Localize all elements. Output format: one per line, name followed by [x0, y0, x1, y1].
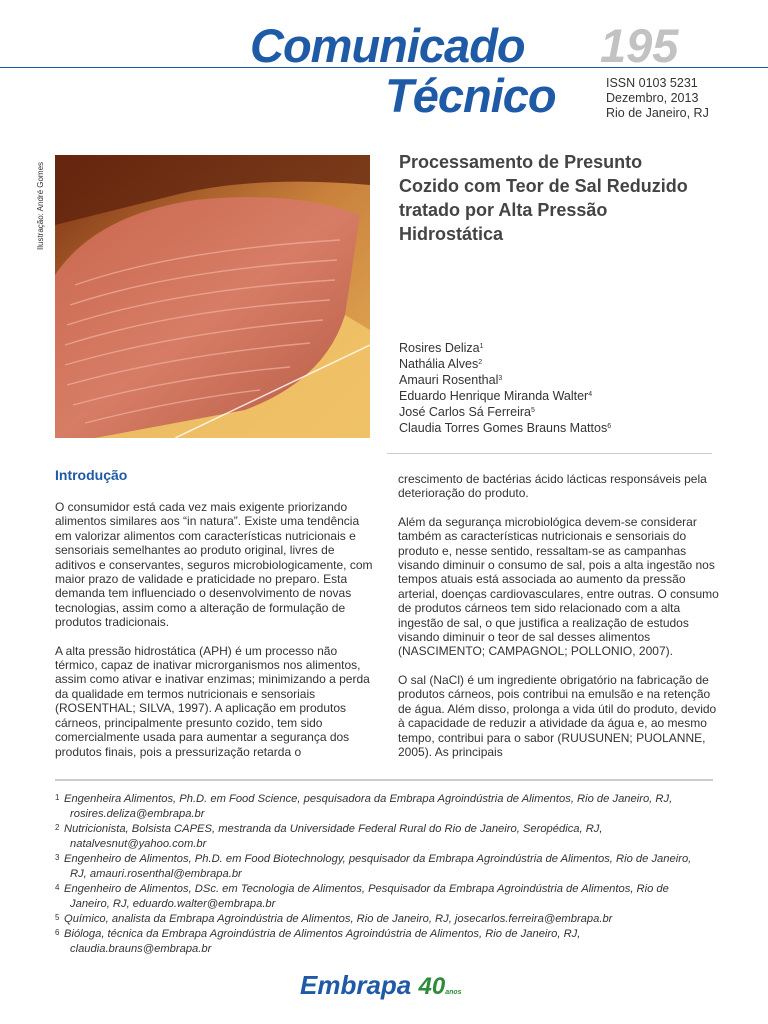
- publication-title-line1: Comunicado: [250, 19, 525, 72]
- body-column-right: [398, 472, 723, 773]
- body-paragraph: crescimento de bactérias ácido lácticas responsáveis pela deterioração do produto.: [398, 472, 707, 501]
- photo-credit: Ilustração: André Gomes: [36, 161, 45, 250]
- footnote-divider: [55, 779, 713, 781]
- footnote-text: Nutricionista, Bolsista CAPES, mestranda da Universidade Federal Rural do Rio de Janeiro, Seropédica, RJ,: [64, 823, 603, 835]
- author-footnote-mark: 4: [588, 391, 593, 398]
- author-name: Eduardo Henrique Miranda Walter: [399, 389, 589, 403]
- author: [399, 388, 611, 404]
- body-paragraph: O consumidor está cada vez mais exigente priorizando alimentos similares aos “in natura”. Existe uma tendência em valorizar alimentos com características nutricionais e sensoriais semelhantes ao produto original, livres de aditivos e conservantes, seguros microbiologicamente, com maior prazo de validade e praticidade no preparo. Esta demanda tem influenciado o desenvolvimento de novas tecnologias, assim como a alteração de formulação de produtos tradicionais.: [55, 500, 373, 630]
- author-footnote-mark: 2: [478, 359, 483, 366]
- footnote: [55, 912, 725, 927]
- issn: ISSN 0103 5231: [606, 76, 698, 90]
- author: [399, 356, 611, 372]
- footnote-text-continued: Janeiro, RJ, eduardo.walter@embrapa.br: [70, 898, 276, 910]
- footnote-text-continued: rosires.deliza@embrapa.br: [70, 808, 205, 820]
- logo-anniversary-suffix: anos: [445, 989, 462, 996]
- footnote-text: Engenheiro de Alimentos, DSc. em Tecnologia de Alimentos, Pesquisador da Embrapa Agroindústria de Alimentos, Rio de: [64, 883, 669, 895]
- publication-title-line2: Técnico: [385, 69, 556, 122]
- footnote: [55, 792, 725, 822]
- footnote-text: Engenheiro de Alimentos, Ph.D. em Food Biotechnology, pesquisador da Embrapa Agroindústria de Alimentos, Rio de Janeiro,: [64, 853, 692, 865]
- body-paragraph: A alta pressão hidrostática (APH) é um processo não térmico, capaz de inativar microrganismos nos alimentos, assim como ativar e inativar enzimas; minimizando a perda da qualidade em termos nutricionais e sensoriais (ROSENTHAL; SILVA, 1997). A aplicação em produtos cárneos, principalmente presunto cozido, tem sido comercialmente usada para aumentar a segurança dos produtos finais, pois a pressurização retarda o: [55, 643, 370, 759]
- author-list: [399, 340, 611, 436]
- author-name: Rosires Deliza: [399, 341, 480, 355]
- author-name: Claudia Torres Gomes Brauns Mattos: [399, 421, 608, 435]
- author: [399, 340, 611, 356]
- footnote-text: Bióloga, técnica da Embrapa Agroindústria de Alimentos Agroindústria de Alimentos, Rio de Janeiro, RJ,: [64, 928, 581, 940]
- footnote-text: Químico, analista da Embrapa Agroindústria de Alimentos, Rio de Janeiro, RJ, josecarlos.ferreira@embrapa.br: [64, 913, 613, 925]
- footnote-text-continued: natalvesnut@yahoo.com.br: [70, 838, 207, 850]
- author: [399, 420, 611, 436]
- author-name: Nathália Alves: [399, 357, 479, 371]
- article-title: Processamento de Presunto Cozido com Teor de Sal Reduzido tratado por Alta Pressão Hidrostática: [399, 152, 688, 244]
- footnote-text: Engenheira Alimentos, Ph.D. em Food Science, pesquisadora da Embrapa Agroindústria de Alimentos, Rio de Janeiro, RJ,: [64, 793, 673, 805]
- footnote-mark: 4: [55, 883, 60, 892]
- footnote: [55, 927, 725, 957]
- divider: [387, 453, 712, 454]
- author-footnote-mark: 6: [607, 423, 612, 430]
- issue-number: 195: [600, 19, 679, 72]
- section-heading: Introdução: [55, 467, 128, 483]
- publication-city: Rio de Janeiro, RJ: [606, 106, 709, 120]
- author-name: José Carlos Sá Ferreira: [399, 405, 531, 419]
- author: [399, 372, 611, 388]
- author: [399, 404, 611, 420]
- body-paragraph: Além da segurança microbiológica devem-se considerar também as características nutricionais e sensoriais do produto e, nesse sentido, ressaltam-se as campanhas visando diminuir o consumo de sal, pois a alta ingestão nos tempos atuais está associada ao aumento da pressão arterial, doenças cardiovasculares, entre outras. O consumo de produtos cárneos tem sido relacionado com a alta ingestão de sal, o que justifica a realização de estudos visando diminuir o teor de sal desses alimentos (NASCIMENTO; CAMPAGNOL; POLLONIO, 2007).: [398, 514, 719, 659]
- author-footnote-mark: 5: [531, 407, 535, 414]
- logo-anniversary: 40: [418, 973, 446, 1000]
- author-footnote-mark: 3: [498, 375, 503, 382]
- footnote-mark: 2: [55, 823, 60, 832]
- author-name: Amauri Rosenthal: [399, 373, 499, 387]
- body-paragraph: O sal (NaCl) é um ingrediente obrigatório na fabricação de produtos cárneos, pois contribui na emulsão e na retenção de água. Além disso, prolonga a vida útil do produto, devido à capacidade de reduzir a atividade da água e, ao mesmo tempo, contribui para o sabor (RUUSUNEN; PUOLANNE, 2005). As principais: [398, 672, 717, 759]
- body-column-left: [55, 467, 375, 773]
- footnote-text-continued: claudia.brauns@embrapa.br: [70, 943, 212, 955]
- publication-date: Dezembro, 2013: [606, 91, 699, 105]
- footnote-mark: 3: [55, 853, 60, 862]
- footnote: [55, 852, 725, 882]
- footnote-mark: 5: [55, 913, 60, 922]
- footnote-mark: 6: [55, 928, 60, 937]
- footnote-mark: 1: [55, 793, 60, 802]
- publication-meta: [606, 76, 709, 121]
- author-footnote-mark: 1: [479, 343, 484, 350]
- footnote: [55, 822, 725, 852]
- footnote: [55, 882, 725, 912]
- ham-photo: [55, 155, 370, 438]
- logo-brand: Embrapa: [300, 970, 412, 1000]
- footnote-text-continued: RJ, amauri.rosenthal@embrapa.br: [70, 868, 242, 880]
- footnotes: [55, 792, 725, 957]
- embrapa-logo: [300, 970, 462, 1001]
